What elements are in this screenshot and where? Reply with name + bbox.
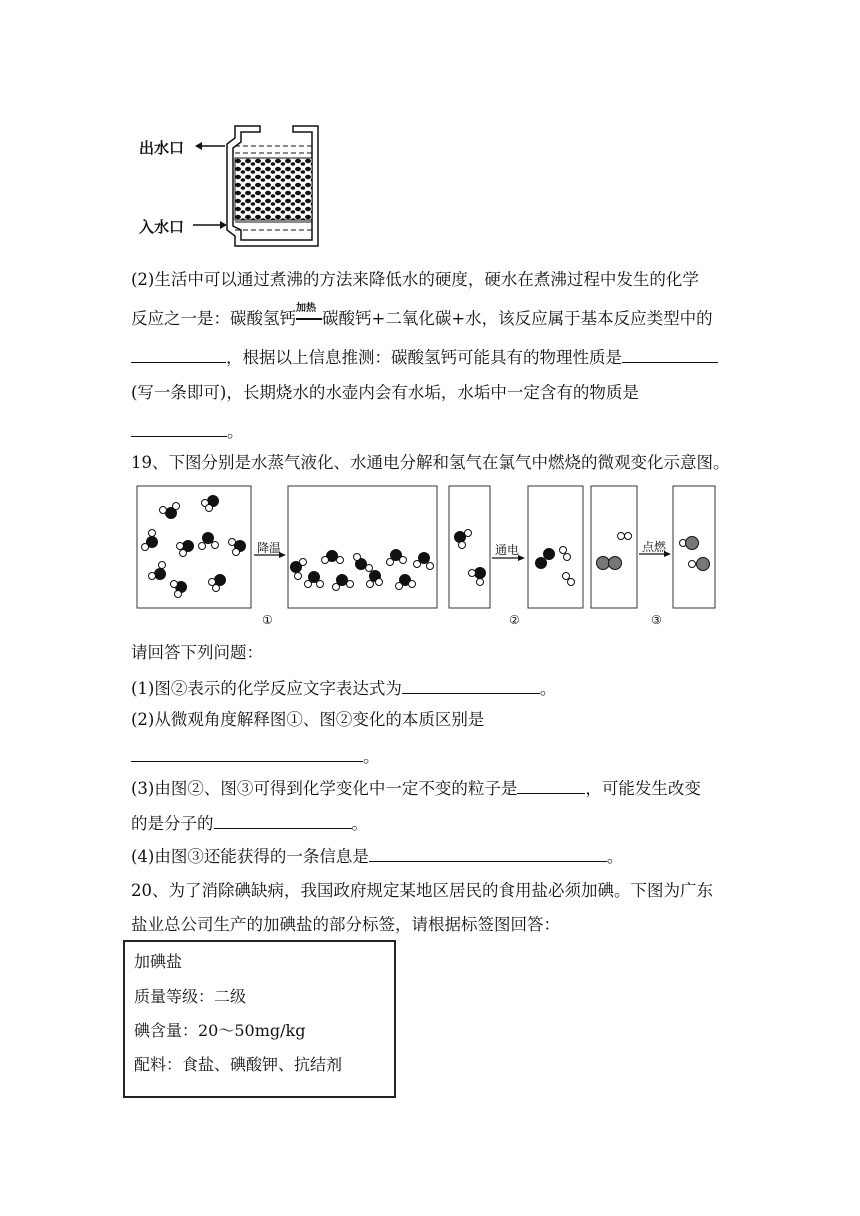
q19-q1-blank[interactable] bbox=[402, 675, 540, 694]
water-molecules-box1 bbox=[142, 496, 246, 598]
micro-diagram bbox=[0, 480, 860, 630]
q18-line5 bbox=[131, 418, 244, 444]
q19-q2-blank[interactable] bbox=[131, 743, 363, 762]
ignite-label: 点燃 bbox=[642, 540, 667, 554]
q18-line5-end: 。 bbox=[227, 422, 244, 441]
q19-q3-blank-1[interactable] bbox=[517, 775, 585, 794]
h2-cl2-box5 bbox=[597, 533, 632, 570]
q19-question-1 bbox=[131, 675, 556, 701]
q19-q4-blank[interactable] bbox=[369, 843, 607, 862]
outlet-label: 出水口 bbox=[139, 139, 185, 157]
salt-label-iodine: 碘含量：20～50mg/kg bbox=[134, 1021, 306, 1040]
reaction-type-blank[interactable] bbox=[131, 344, 226, 363]
q18-line2-b: 碳酸钙+二氧化碳+水，该反应属于基本反应类型中的 bbox=[322, 309, 713, 328]
heat-label: 加热 bbox=[296, 303, 316, 314]
q19-prompt: 请回答下列问题： bbox=[131, 643, 263, 662]
q19-q4-text: (4)由图③还能获得的一条信息是 bbox=[131, 847, 369, 866]
figure-1-number: ① bbox=[262, 613, 273, 627]
cool-label: 降温 bbox=[257, 541, 282, 555]
q18-line2-a: 反应之一是：碳酸氢钙 bbox=[131, 309, 296, 328]
q19-q2-end: 。 bbox=[363, 747, 380, 766]
water-filter-figure bbox=[135, 118, 335, 248]
q19-intro: 19、下图分别是水蒸气液化、水通电分解和氢气在氯气中燃烧的微观变化示意图。 bbox=[131, 453, 730, 472]
q19-q3-end: 。 bbox=[351, 814, 368, 833]
q18-line3-text: ，根据以上信息推测：碳酸氢钙可能具有的物理性质是 bbox=[226, 348, 622, 367]
q18-line4: (写一条即可)，长期烧水的水壶内会有水垢，水垢中一定含有的物质是 bbox=[131, 383, 639, 402]
electrolysis-products-box4 bbox=[536, 547, 575, 586]
hcl-box6 bbox=[680, 537, 710, 571]
q19-q3-line2-text: 的是分子的 bbox=[131, 814, 214, 833]
q19-question-4 bbox=[131, 843, 623, 869]
q18-line1: (2)生活中可以通过煮沸的方法来降低水的硬度，硬水在煮沸过程中发生的化学 bbox=[131, 270, 699, 289]
q19-question-2: (2)从微观角度解释图①、图②变化的本质区别是 bbox=[131, 710, 485, 729]
water-molecules-box2 bbox=[291, 550, 434, 591]
micro-change-figure bbox=[0, 480, 860, 630]
q20-line1: 20、为了消除碘缺病，我国政府规定某地区居民的食用盐必须加碘。下图为广东 bbox=[131, 881, 713, 900]
q19-question-3-line2 bbox=[131, 810, 368, 836]
scale-substance-blank[interactable] bbox=[131, 418, 227, 437]
salt-label-grade: 质量等级：二级 bbox=[134, 987, 247, 1006]
figure-2-number: ② bbox=[509, 613, 520, 627]
salt-label-ingredients: 配料：食盐、碘酸钾、抗结剂 bbox=[134, 1055, 343, 1074]
water-molecules-box3 bbox=[455, 530, 486, 586]
q19-q3-text: (3)由图②、图③可得到化学变化中一定不变的粒子是 bbox=[131, 779, 518, 798]
q19-question-2-answer bbox=[131, 743, 380, 769]
salt-label-box bbox=[123, 940, 396, 1098]
filter-drawing bbox=[135, 118, 335, 248]
q19-question-3 bbox=[131, 775, 701, 801]
q20-line2: 盐业总公司生产的加碘盐的部分标签，请根据标签图回答： bbox=[131, 915, 560, 934]
figure-3-number: ③ bbox=[651, 613, 662, 627]
q19-q1-text: (1)图②表示的化学反应文字表达式为 bbox=[131, 679, 402, 698]
q19-q3-blank-2[interactable] bbox=[214, 810, 352, 829]
q18-line2 bbox=[131, 303, 713, 331]
inlet-label: 入水口 bbox=[139, 218, 185, 236]
salt-label-name: 加碘盐 bbox=[134, 952, 183, 971]
electrify-label: 通电 bbox=[495, 543, 520, 557]
q19-q4-end: 。 bbox=[606, 847, 624, 866]
physical-property-blank[interactable] bbox=[622, 344, 718, 363]
q19-q3-mid: ，可能发生改变 bbox=[585, 779, 701, 798]
q18-line3 bbox=[131, 344, 718, 370]
q19-q1-end: 。 bbox=[539, 679, 557, 698]
heat-arrow bbox=[296, 303, 322, 331]
